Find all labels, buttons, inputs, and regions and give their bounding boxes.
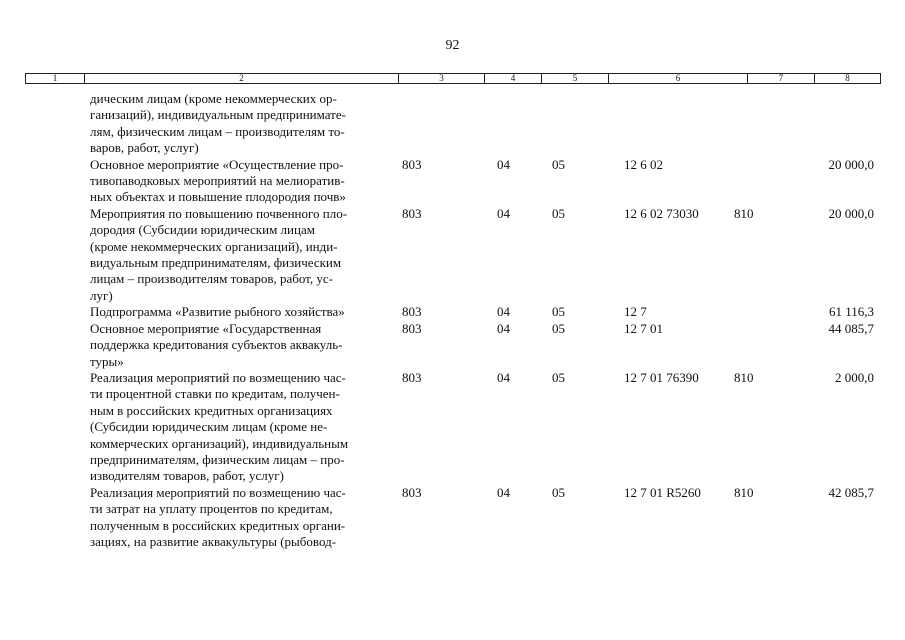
- table-row: [0, 157, 874, 206]
- table-row: [0, 370, 874, 485]
- row-subsection-code: 05: [552, 304, 565, 320]
- row-section-code: 04: [497, 320, 510, 336]
- row-amount: [784, 91, 874, 157]
- row-section-code: 04: [497, 484, 510, 500]
- column-header-2: 2: [85, 74, 399, 84]
- row-name: Реализация мероприятий по возмещению час- ти затрат на уплату процентов по кредитам, полученным в российских кредитных органи- зациях, на развитие аквакультуры (рыбовод-: [90, 484, 346, 549]
- row-ministry-code: [392, 91, 497, 157]
- row-expense-type: 810: [734, 205, 754, 221]
- row-expense-type: 810: [734, 369, 754, 385]
- column-header-7: 7: [748, 74, 815, 84]
- row-target-code: 12 6 02: [624, 156, 663, 172]
- row-expense-type: [734, 304, 784, 320]
- column-header-4: 4: [485, 74, 542, 84]
- table-body: [0, 91, 874, 550]
- row-target-code: 12 7 01 R5260: [624, 484, 701, 500]
- page-number: 92: [445, 38, 460, 53]
- row-ministry-code: 803: [402, 156, 422, 172]
- table-row: [0, 321, 874, 370]
- row-target-code: 12 7 01 76390: [624, 369, 699, 385]
- row-subsection-code: 05: [552, 205, 565, 221]
- row-section-code: 04: [497, 205, 510, 221]
- row-expense-type: [734, 321, 784, 370]
- table-row: [0, 206, 874, 304]
- table-row: [0, 485, 874, 551]
- row-ministry-code: 803: [402, 205, 422, 221]
- row-target-code: [624, 91, 734, 157]
- row-amount: 20 000,0: [828, 205, 874, 221]
- row-name: Подпрограмма «Развитие рыбного хозяйства»: [90, 304, 345, 320]
- row-expense-type: [734, 91, 784, 157]
- row-subsection-code: 05: [552, 320, 565, 336]
- row-amount: 42 085,7: [828, 484, 874, 500]
- row-section-code: 04: [497, 156, 510, 172]
- column-header-table: [25, 73, 881, 84]
- row-expense-type: [734, 157, 784, 206]
- row-name: Основное мероприятие «Осуществление про- тивопаводковых мероприятий на мелиоратив- ных объектах и повышение плодородия почв»: [90, 156, 346, 205]
- row-ministry-code: 803: [402, 320, 422, 336]
- column-header-5: 5: [542, 74, 609, 84]
- table-row: [0, 91, 874, 157]
- row-ministry-code: 803: [402, 484, 422, 500]
- row-ministry-code: 803: [402, 304, 422, 320]
- row-name: Реализация мероприятий по возмещению час- ти процентной ставки по кредитам, получен- ным в российских кредитных организациях (Субсидии юридическим лицам (кроме не- коммерческих организаций), индивидуальным предпринимателям, физическим лицам – про- изводителям товаров, работ, услуг): [90, 369, 349, 484]
- table-row: [0, 304, 874, 320]
- row-amount: 20 000,0: [828, 156, 874, 172]
- row-amount: 2 000,0: [835, 369, 874, 385]
- row-amount: 61 116,3: [828, 304, 874, 320]
- row-subsection-code: 05: [552, 156, 565, 172]
- row-section-code: [497, 91, 552, 157]
- column-header-3: 3: [399, 74, 485, 84]
- column-header-8: 8: [815, 74, 881, 84]
- row-subsection-code: 05: [552, 484, 565, 500]
- row-name: Мероприятия по повышению почвенного пло- дородия (Субсидии юридическим лицам (кроме некоммерческих организаций), инди- видуальным предпринимателям, физическим лицам – производителям товаров, работ, ус- луг): [90, 205, 348, 303]
- row-target-code: 12 7: [624, 304, 647, 320]
- row-name: Основное мероприятие «Государственная поддержка кредитования субъектов аквакуль- туры»: [90, 320, 343, 369]
- row-subsection-code: 05: [552, 369, 565, 385]
- column-header-1: 1: [26, 74, 85, 84]
- row-ministry-code: 803: [402, 369, 422, 385]
- row-section-code: 04: [497, 304, 510, 320]
- row-expense-type: 810: [734, 484, 754, 500]
- row-name: дическим лицам (кроме некоммерческих ор- ганизаций), индивидуальным предпринимате- лям, физическим лицам – производителям то- варов, работ, услуг): [90, 91, 346, 156]
- row-section-code: 04: [497, 369, 510, 385]
- row-subsection-code: [552, 91, 624, 157]
- row-target-code: 12 6 02 73030: [624, 205, 699, 221]
- row-target-code: 12 7 01: [624, 320, 663, 336]
- column-header-row: [26, 74, 881, 84]
- row-amount: 44 085,7: [828, 320, 874, 336]
- column-header-6: 6: [609, 74, 748, 84]
